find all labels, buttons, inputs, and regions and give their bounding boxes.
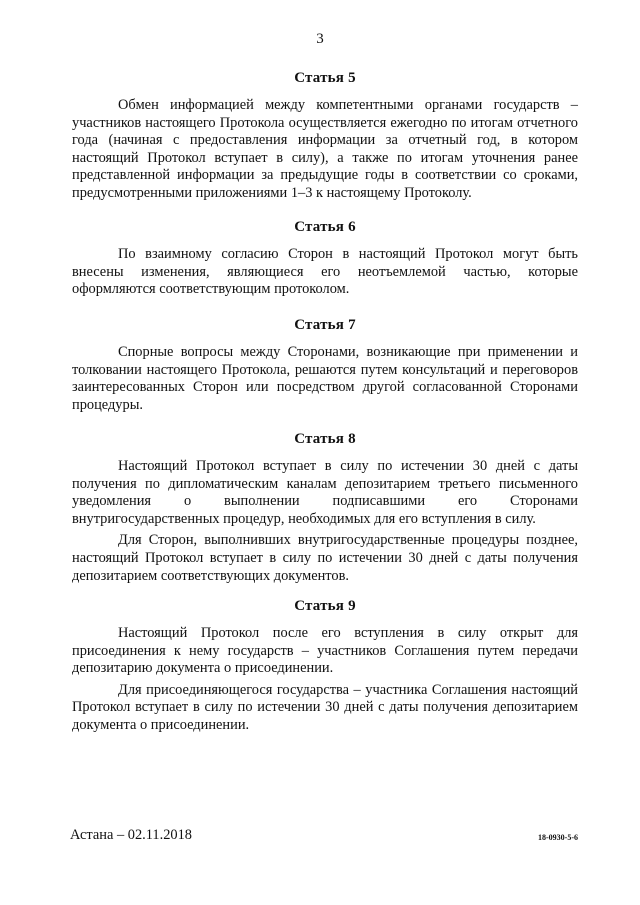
article-9-title: Статья 9 — [294, 598, 356, 614]
article-9 — [72, 598, 578, 735]
article-6-paragraph-1: По взаимному согласию Сторон в настоящий Протокол могут быть внесены изменения, являющиеся его неотъемлемой частью, которые оформляются соответствующим протоколом. — [72, 246, 578, 298]
article-9-paragraph-2: Для присоединяющегося государства – участника Соглашения настоящий Протокол вступает в силу по истечении 30 дней с даты получения депозитарием документа о присоединении. — [72, 681, 578, 733]
article-8-paragraph-1: Настоящий Протокол вступает в силу по истечении 30 дней с даты получения по дипломатическим каналам депозитарием третьего письменного уведомления о выполнении подписавшими его Сторонами внутригосударственных процедур, необходимых для его вступления в силу. — [72, 458, 578, 527]
article-5-paragraph-1: Обмен информацией между компетентными органами государств – участников настоящего Протокола осуществляется ежегодно по итогам отчетного года (начиная с предоставления информации за отчетный год, в котором настоящий Протокол вступает в силу), а также по итогам уточнения ранее представленной информации за предыдущие годы в соответствии со сроками, предусмотренными приложениями 1–3 к настоящему Протоколу. — [72, 97, 578, 201]
article-7-title: Статья 7 — [294, 317, 356, 333]
footer-document-code: 18-0930-5-6 — [538, 833, 578, 842]
article-8 — [72, 431, 578, 585]
article-8-title: Статья 8 — [294, 431, 356, 447]
page-number: 3 — [316, 31, 324, 47]
article-7 — [72, 317, 578, 414]
article-5 — [72, 70, 578, 203]
article-6-title: Статья 6 — [294, 219, 356, 235]
article-7-paragraph-1: Спорные вопросы между Сторонами, возникающие при применении и толковании настоящего Протокола, решаются путем консультаций и переговоров заинтересованных Сторон или посредством другой согласованной Сторонами процедуры. — [72, 344, 578, 413]
article-8-paragraph-2: Для Сторон, выполнивших внутригосударственные процедуры позднее, настоящий Протокол вступает в силу по истечении 30 дней с даты получения депозитарием соответствующих документов. — [72, 532, 578, 584]
article-5-title: Статья 5 — [294, 70, 356, 86]
footer-city-date: Астана – 02.11.2018 — [70, 827, 192, 843]
article-9-paragraph-1: Настоящий Протокол после его вступления в силу открыт для присоединения к нему государств – участников Соглашения путем передачи депозитарию документа о присоединении. — [72, 625, 578, 677]
article-6 — [72, 219, 578, 299]
